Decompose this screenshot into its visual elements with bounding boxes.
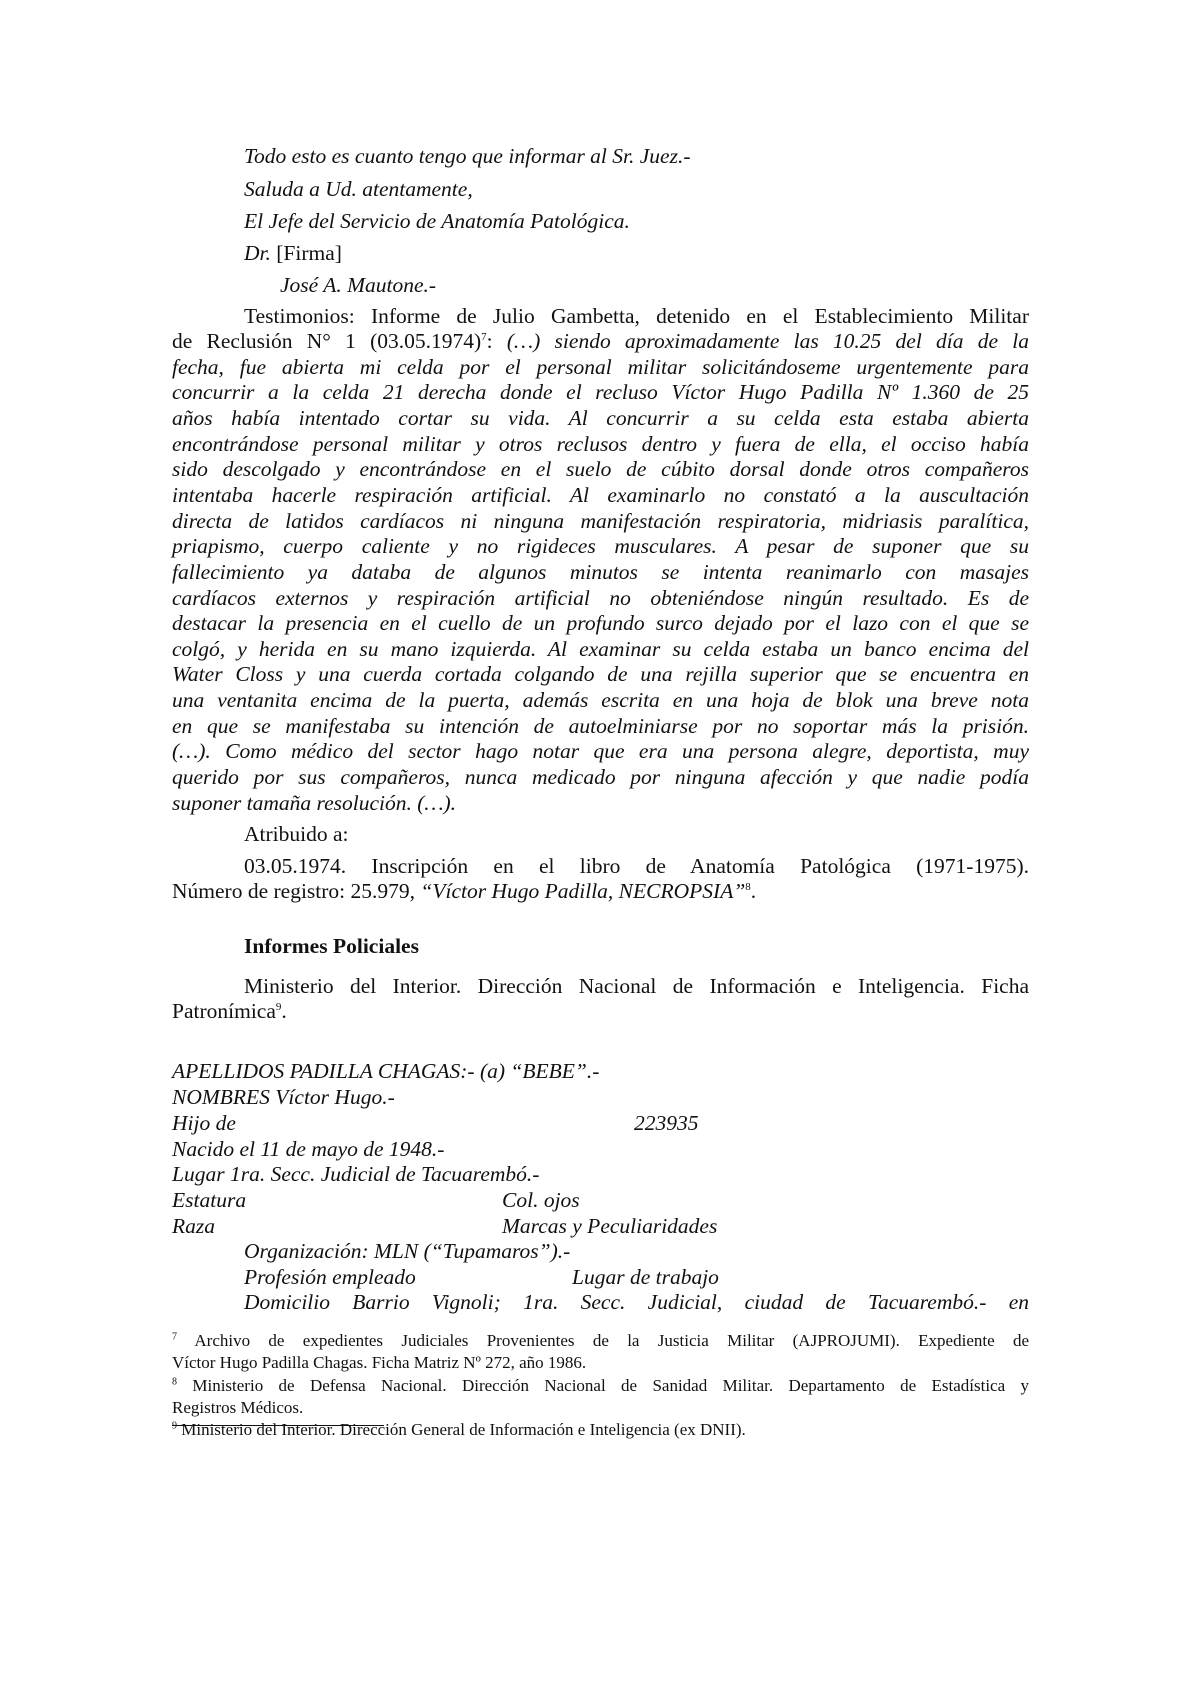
atribuido-line-1: 03.05.1974. Inscripción en el libro de Anatomía Patológica (1971-1975). xyxy=(244,854,1029,878)
footnote-ref-8: 8 xyxy=(745,880,751,893)
ficha-nombres: NOMBRES Víctor Hugo.- xyxy=(172,1085,395,1109)
testimonios-line-2-italic: (…) siendo aproximadamente las 10.25 del día de la xyxy=(506,329,1029,353)
testimonios-body-line: intentaba hacerle respiración artificial. Al examinarlo no constató a la auscultación xyxy=(172,483,1029,507)
testimonios-body-line: Water Closs y una cuerda cortada colgando de una rejilla superior que se encuentra en xyxy=(172,662,1029,686)
testimonios-line-2-plain: de Reclusión N° 1 (03.05.1974) xyxy=(172,329,482,353)
testimonios-body-line: (…). Como médico del sector hago notar que era una persona alegre, deportista, muy xyxy=(172,739,1029,763)
signature-line xyxy=(244,239,342,267)
footnote-9-text-1: Ministerio del Interior. Dirección General de Información e Inteligencia (ex DNII). xyxy=(181,1420,746,1439)
testimonios-body-line: directa de latidos cardíacos ni ninguna manifestación respiratoria, midriasis paralítica, xyxy=(172,509,1029,533)
signatory-name: José A. Mautone.- xyxy=(280,273,437,297)
testimonios-body-line: querido por sus compañeros, nunca medicado por ninguna afección y que nadie podía xyxy=(172,765,1029,789)
ficha-lugar-trabajo: Lugar de trabajo xyxy=(572,1265,719,1289)
atribuido-line-2 xyxy=(172,877,756,905)
ficha-apellidos: APELLIDOS PADILLA CHAGAS:- (a) “BEBE”.- xyxy=(172,1059,600,1083)
footnote-7-text-2: Víctor Hugo Padilla Chagas. Ficha Matriz Nº 272, año 1986. xyxy=(172,1353,587,1372)
atribuido-line-2-end: . xyxy=(750,879,757,903)
informes-line-2-end: . xyxy=(281,999,287,1023)
testimonios-body-line: concurrir a la celda 21 derecha donde el recluso Víctor Hugo Padilla Nº 1.360 de 25 xyxy=(172,380,1029,404)
footnote-7-text-1: Archivo de expedientes Judiciales Provenientes de la Justicia Militar (AJPROJUMI). Expediente de xyxy=(194,1331,1029,1350)
atribuido-label: Atribuido a: xyxy=(244,822,349,846)
testimonios-body-line: destacar la presencia en el cuello de un profundo surco dejado por el lazo con el que se xyxy=(172,611,1029,635)
atribuido-line-2-plain: Número de registro: 25.979, xyxy=(172,879,421,903)
ficha-nacido: Nacido el 11 de mayo de 1948.- xyxy=(172,1137,445,1161)
ficha-raza: Raza xyxy=(172,1214,215,1238)
ficha-hijo-de: Hijo de xyxy=(172,1111,236,1135)
ficha-estatura: Estatura xyxy=(172,1188,247,1212)
document-page xyxy=(172,0,1029,1684)
footnote-8-text-1: Ministerio de Defensa Nacional. Dirección Nacional de Sanidad Militar. Departamento de Estadística y xyxy=(192,1376,1030,1395)
testimonios-body-line: en que se manifestaba su intención de autoelminiarse por no soportar más la prisión. xyxy=(172,714,1029,738)
testimonios-body-line: una ventanita encima de la puerta, además escrita en una hoja de blok una breve nota xyxy=(172,688,1029,712)
testimonios-body-line: cardíacos externos y respiración artificial no obteniéndose ningún resultado. Es de xyxy=(172,586,1029,610)
footnote-9-line-1 xyxy=(172,1419,1029,1441)
testimonios-body-line: suponer tamaña resolución. (…). xyxy=(172,791,457,815)
testimonios-body-line: priapismo, cuerpo caliente y no rigideces musculares. A pesar de suponer que su xyxy=(172,534,1029,558)
footnote-7-number: 7 xyxy=(172,1331,177,1343)
footnote-8-text-2: Registros Médicos. xyxy=(172,1398,304,1417)
footnote-8-line-1 xyxy=(172,1375,1029,1397)
testimonios-body-line: colgó, y herida en su mano izquierda. Al examinar su celda estaba un banco encima del xyxy=(172,637,1029,661)
footnote-8-number: 8 xyxy=(172,1376,177,1388)
closing-line-3: El Jefe del Servicio de Anatomía Patológica. xyxy=(244,209,630,233)
informes-line-1: Ministerio del Interior. Dirección Nacional de Información e Inteligencia. Ficha xyxy=(244,974,1029,998)
ficha-domicilio: Domicilio Barrio Vignoli; 1ra. Secc. Judicial, ciudad de Tacuarembó.- en xyxy=(244,1290,1029,1314)
informes-line-2 xyxy=(172,997,287,1025)
testimonios-line-2 xyxy=(172,327,1029,355)
ficha-organizacion: Organización: MLN (“Tupamaros”).- xyxy=(244,1239,571,1263)
testimonios-body-line: fecha, fue abierta mi celda por el personal militar solicitándoseme urgentemente para xyxy=(172,355,1029,379)
testimonios-body-line: años había intentado cortar su vida. Al concurrir a su celda esta estaba abierta xyxy=(172,406,1029,430)
testimonios-body-line: encontrándose personal militar y otros reclusos dentro y fuera de ella, el occiso había xyxy=(172,432,1029,456)
informes-line-2-text: Patronímica xyxy=(172,999,276,1023)
footnote-ref-7: 7 xyxy=(481,330,487,343)
testimonios-line-2-colon: : xyxy=(486,329,507,353)
footnote-7-line-1 xyxy=(172,1330,1029,1352)
dr-prefix: Dr. xyxy=(244,241,271,265)
testimonios-body-line: fallecimiento ya databa de algunos minutos se intenta reanimarlo con masajes xyxy=(172,560,1029,584)
ficha-lugar: Lugar 1ra. Secc. Judicial de Tacuarembó.- xyxy=(172,1162,540,1186)
ficha-profesion: Profesión empleado xyxy=(244,1265,416,1289)
ficha-marcas: Marcas y Peculiaridades xyxy=(502,1214,718,1238)
testimonios-lead: Testimonios: Informe de Julio Gambetta, detenido en el Establecimiento Militar xyxy=(244,304,1029,328)
closing-line-1: Todo esto es cuanto tengo que informar al Sr. Juez.- xyxy=(244,144,691,168)
closing-line-2: Saluda a Ud. atentamente, xyxy=(244,177,473,201)
section-heading: Informes Policiales xyxy=(244,934,419,958)
atribuido-line-2-italic: “Víctor Hugo Padilla, NECROPSIA” xyxy=(420,879,746,903)
footnote-ref-9: 9 xyxy=(275,1000,282,1013)
ficha-col-ojos: Col. ojos xyxy=(502,1188,580,1212)
signature-placeholder: [Firma] xyxy=(276,241,342,265)
testimonios-body-line: sido descolgado y encontrándose en el suelo de cúbito dorsal donde otros compañeros xyxy=(172,457,1029,481)
ficha-numero: 223935 xyxy=(634,1111,699,1135)
footnote-9-number: 9 xyxy=(172,1420,177,1432)
